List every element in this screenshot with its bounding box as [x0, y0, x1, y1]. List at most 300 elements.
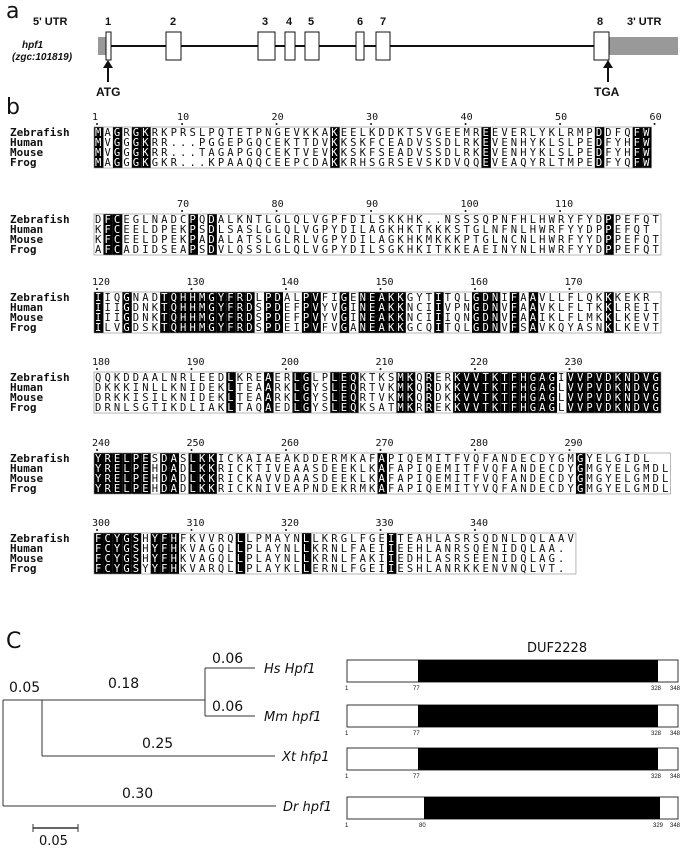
residue: L: [662, 483, 669, 495]
residue: Q: [558, 322, 565, 334]
residue: L: [359, 473, 366, 485]
residue: E: [369, 312, 376, 324]
residue: P: [586, 127, 593, 139]
residue: K: [284, 563, 291, 575]
residue: N: [624, 402, 631, 414]
residue: T: [236, 382, 244, 394]
domain-row-dr: [345, 797, 681, 829]
pos-start: 1: [345, 731, 349, 737]
tick-dot: [370, 123, 372, 125]
residue: A: [321, 127, 329, 139]
residue: K: [387, 302, 395, 314]
residue: S: [255, 302, 262, 314]
residue: D: [161, 453, 168, 465]
residue: Q: [350, 402, 357, 414]
residue: M: [359, 483, 366, 495]
residue: T: [643, 224, 650, 236]
residue: P: [132, 463, 140, 475]
residue: K: [605, 292, 612, 304]
residue: R: [463, 533, 470, 545]
residue: E: [274, 372, 281, 384]
domain-row-hs: [345, 660, 681, 692]
residue: R: [444, 372, 451, 384]
residue: K: [170, 382, 177, 394]
residue: R: [387, 157, 395, 169]
residue: K: [454, 234, 461, 246]
exon-5: [305, 32, 319, 60]
residue: N: [142, 302, 149, 314]
residue: L: [227, 563, 234, 575]
residue: F: [567, 244, 574, 256]
residue: N: [170, 372, 177, 384]
residue: H: [539, 234, 546, 246]
residue: R: [217, 483, 225, 495]
residue: I: [435, 302, 442, 314]
residue: S: [425, 157, 433, 169]
residue: E: [397, 553, 404, 565]
residue: R: [425, 372, 433, 384]
residue: A: [529, 312, 537, 324]
residue: E: [416, 453, 423, 465]
residue: R: [539, 157, 546, 169]
residue: L: [217, 224, 225, 236]
branch-label-inner: 0.05: [9, 680, 41, 696]
species-hs-gene: Hpf1: [284, 662, 316, 677]
residue: A: [548, 533, 555, 545]
residue: E: [520, 453, 527, 465]
tick-label: 50: [555, 112, 568, 123]
residue: V: [576, 392, 584, 404]
residue: G: [548, 553, 555, 565]
residue: E: [113, 463, 121, 475]
residue: Q: [491, 473, 499, 485]
residue: L: [491, 234, 499, 246]
residue: L: [624, 463, 631, 475]
tick-label: 90: [366, 199, 379, 210]
residue: K: [170, 402, 177, 414]
residue: R: [425, 382, 433, 394]
residue: D: [595, 127, 603, 139]
residue: P: [302, 302, 310, 314]
residue: L: [123, 402, 130, 414]
residue: Y: [113, 563, 121, 575]
residue: E: [435, 463, 442, 475]
residue: S: [378, 147, 385, 159]
residue: N: [491, 543, 499, 555]
residue: L: [236, 563, 244, 575]
residue: G: [473, 312, 480, 324]
residue: K: [284, 147, 291, 159]
residue: H: [180, 292, 187, 304]
residue: L: [227, 382, 234, 394]
duf2228-domain: [424, 797, 660, 819]
residue: I: [113, 302, 121, 314]
residue: N: [491, 322, 499, 334]
species-xt: [281, 750, 330, 765]
residue: S: [387, 372, 395, 384]
residue: I: [95, 292, 102, 304]
svg-text:Hs Hpf1: [264, 662, 316, 677]
residue: A: [510, 473, 518, 485]
residue: L: [548, 147, 555, 159]
residue: T: [463, 473, 470, 485]
residue: C: [416, 322, 423, 334]
residue: F: [510, 292, 518, 304]
residue: F: [350, 563, 357, 575]
residue: E: [340, 382, 348, 394]
residue: F: [95, 563, 102, 575]
residue: I: [539, 312, 546, 324]
residue: T: [198, 147, 206, 159]
residue: V: [274, 483, 281, 495]
residue: N: [132, 292, 140, 304]
residue: M: [397, 392, 404, 404]
species-label: Human: [10, 381, 44, 394]
residue: L: [331, 372, 338, 384]
residue: K: [595, 302, 603, 314]
residue: P: [255, 127, 262, 139]
residue: K: [387, 214, 395, 226]
sequence-alignment: [10, 112, 670, 575]
tick-label: 230: [564, 357, 583, 368]
residue: E: [284, 322, 291, 334]
residue: K: [331, 127, 338, 139]
residue: V: [444, 302, 451, 314]
residue: K: [605, 322, 612, 334]
residue: G: [217, 147, 225, 159]
residue: Y: [312, 382, 319, 394]
tick-label: 190: [186, 357, 205, 368]
residue: V: [501, 563, 508, 575]
residue: G: [378, 157, 385, 169]
residue: L: [369, 234, 376, 246]
residue: L: [576, 292, 584, 304]
tick-dot: [474, 368, 476, 370]
residue: R: [284, 372, 291, 384]
residue: E: [387, 147, 395, 159]
residue: H: [170, 533, 177, 545]
residue: L: [123, 453, 130, 465]
residue: L: [539, 533, 546, 545]
residue: Y: [113, 543, 121, 555]
residue: E: [208, 382, 215, 394]
residue: L: [643, 453, 650, 465]
residue: D: [633, 402, 640, 414]
exon-num-2: 2: [170, 16, 177, 28]
residue: C: [113, 244, 121, 256]
residue: E: [331, 463, 338, 475]
residue: H: [520, 372, 527, 384]
residue: I: [198, 402, 206, 414]
residue: S: [198, 244, 206, 256]
residue: A: [151, 372, 159, 384]
residue: .: [180, 147, 187, 159]
residue: Y: [614, 137, 622, 149]
residue: L: [293, 392, 300, 404]
residue: S: [198, 224, 206, 236]
residue: D: [633, 382, 640, 394]
residue: F: [633, 244, 640, 256]
exon-num-6: 6: [357, 16, 364, 28]
residue: Y: [586, 214, 593, 226]
residue: K: [198, 463, 206, 475]
residue: I: [95, 302, 102, 314]
residue: N: [142, 382, 149, 394]
residue: Y: [576, 244, 584, 256]
residue: H: [624, 137, 631, 149]
residue: R: [104, 463, 111, 475]
residue: S: [189, 127, 196, 139]
residue: V: [208, 533, 215, 545]
residue: L: [284, 244, 291, 256]
residue: V: [539, 322, 546, 334]
residue: M: [576, 127, 584, 139]
residue: A: [378, 234, 385, 246]
residue: Q: [520, 157, 527, 169]
residue: Y: [151, 533, 159, 545]
residue: R: [567, 127, 574, 139]
residue: D: [151, 224, 159, 236]
residue: W: [539, 224, 546, 236]
residue: S: [454, 214, 461, 226]
residue: P: [189, 234, 196, 246]
residue: I: [387, 533, 395, 545]
residue: E: [614, 224, 622, 236]
residue: V: [643, 382, 650, 394]
residue: A: [520, 292, 527, 304]
residue: D: [605, 402, 612, 414]
residue: A: [520, 312, 527, 324]
residue: K: [142, 137, 149, 149]
residue: K: [189, 533, 196, 545]
tick-dot: [654, 123, 656, 125]
residue: L: [265, 234, 272, 246]
residue: D: [312, 453, 319, 465]
residue: D: [151, 292, 159, 304]
residue: A: [142, 292, 149, 304]
residue: L: [189, 402, 196, 414]
residue: K: [359, 372, 366, 384]
residue: K: [397, 322, 404, 334]
residue: K: [208, 453, 215, 465]
residue: K: [302, 127, 310, 139]
residue: F: [227, 292, 234, 304]
residue: E: [614, 473, 622, 485]
residue: E: [208, 392, 215, 404]
residue: K: [236, 372, 244, 384]
residue: M: [397, 402, 404, 414]
residue: E: [595, 453, 603, 465]
residue: E: [312, 563, 319, 575]
residue: .: [558, 543, 565, 555]
tick-dot: [276, 210, 278, 212]
residue: F: [104, 234, 111, 246]
residue: N: [501, 533, 508, 545]
residue: I: [416, 463, 423, 475]
residue: G: [123, 137, 130, 149]
residue: L: [529, 543, 537, 555]
residue: D: [95, 402, 102, 414]
residue: E: [246, 382, 253, 394]
residue: S: [246, 224, 253, 236]
residue: E: [435, 402, 442, 414]
residue: S: [151, 453, 159, 465]
residue: V: [482, 483, 489, 495]
residue: F: [369, 137, 376, 149]
residue: K: [236, 214, 244, 226]
residue: Y: [274, 543, 281, 555]
residue: E: [539, 463, 546, 475]
exon-6: [356, 32, 364, 60]
residue: L: [529, 553, 537, 565]
residue: Y: [586, 234, 593, 246]
residue: K: [491, 402, 499, 414]
residue: I: [435, 312, 442, 324]
tick-dot: [285, 529, 287, 531]
residue: V: [595, 372, 603, 384]
residue: P: [406, 483, 414, 495]
residue: T: [293, 137, 300, 149]
species-label: Zebrafish: [10, 371, 70, 384]
residue: P: [331, 214, 338, 226]
residue: L: [274, 224, 281, 236]
residue: K: [435, 224, 442, 236]
residue: K: [539, 147, 546, 159]
branch-label-mm: 0.06: [212, 699, 244, 715]
residue: S: [378, 244, 385, 256]
residue: A: [227, 157, 234, 169]
residue: A: [435, 543, 442, 555]
residue: V: [576, 372, 584, 384]
residue: R: [104, 473, 111, 485]
residue: D: [444, 147, 451, 159]
residue: E: [274, 157, 281, 169]
residue: E: [624, 244, 631, 256]
residue: Y: [312, 402, 319, 414]
residue: L: [529, 244, 537, 256]
residue: L: [567, 137, 574, 149]
residue: L: [369, 214, 376, 226]
residue: I: [416, 473, 423, 485]
residue: D: [198, 392, 206, 404]
residue: C: [113, 214, 121, 226]
tick-label: 70: [177, 199, 190, 210]
residue: T: [652, 244, 659, 256]
residue: K: [416, 214, 423, 226]
residue: E: [539, 483, 546, 495]
residue: A: [350, 322, 357, 334]
residue: K: [369, 483, 376, 495]
residue: S: [312, 473, 319, 485]
residue: F: [161, 553, 168, 565]
residue: S: [227, 224, 234, 236]
residue: G: [595, 483, 603, 495]
residue: V: [491, 137, 499, 149]
residue: N: [510, 563, 518, 575]
residue: E: [369, 292, 376, 304]
residue: G: [217, 137, 225, 149]
residue: D: [633, 453, 640, 465]
residue: Q: [425, 473, 433, 485]
residue: L: [614, 302, 622, 314]
residue: D: [161, 463, 168, 475]
residue: H: [170, 563, 177, 575]
pos-end: 348: [670, 774, 681, 780]
residue: S: [132, 543, 140, 555]
residue: P: [331, 244, 338, 256]
residue: K: [444, 402, 451, 414]
residue: D: [605, 127, 612, 139]
tick-label: 20: [271, 112, 284, 123]
residue: P: [302, 483, 310, 495]
residue: E: [501, 157, 508, 169]
residue: E: [406, 543, 414, 555]
residue: Q: [482, 533, 489, 545]
residue: F: [104, 224, 111, 236]
residue: R: [180, 127, 187, 139]
residue: Q: [170, 302, 177, 314]
residue: L: [293, 563, 300, 575]
residue: E: [340, 127, 348, 139]
residue: L: [236, 533, 244, 545]
species-label: Mouse: [10, 311, 44, 324]
residue: G: [473, 322, 480, 334]
residue: H: [520, 214, 527, 226]
residue: L: [425, 553, 433, 565]
residue: G: [151, 157, 159, 169]
residue: P: [302, 322, 310, 334]
residue: E: [340, 402, 348, 414]
residue: L: [425, 543, 433, 555]
species-label: Mouse: [10, 233, 44, 246]
residue: R: [236, 292, 244, 304]
residue: Q: [624, 157, 631, 169]
residue: F: [510, 302, 518, 314]
residue: D: [95, 392, 102, 404]
residue: Y: [416, 292, 423, 304]
residue: M: [95, 147, 102, 159]
residue: K: [312, 543, 319, 555]
residue: F: [501, 224, 508, 236]
residue: S: [312, 463, 319, 475]
residue: .: [189, 157, 196, 169]
residue: E: [284, 302, 291, 314]
residue: I: [293, 322, 300, 334]
residue: F: [633, 127, 640, 139]
residue: Q: [425, 483, 433, 495]
residue: V: [274, 463, 281, 475]
residue: F: [510, 382, 518, 394]
residue: K: [198, 473, 206, 485]
tick-label: 130: [186, 277, 205, 288]
residue: D: [350, 214, 357, 226]
residue: K: [539, 137, 546, 149]
residue: L: [161, 372, 168, 384]
residue: R: [208, 563, 215, 575]
residue: F: [95, 553, 102, 565]
residue: N: [359, 312, 366, 324]
residue: T: [255, 214, 262, 226]
residue: G: [529, 382, 537, 394]
residue: P: [576, 147, 584, 159]
residue: V: [491, 147, 499, 159]
residue: V: [473, 392, 480, 404]
tick-dot: [191, 529, 193, 531]
residue: I: [558, 372, 565, 384]
residue: A: [397, 137, 404, 149]
residue: V: [217, 244, 225, 256]
residue: G: [265, 224, 272, 236]
